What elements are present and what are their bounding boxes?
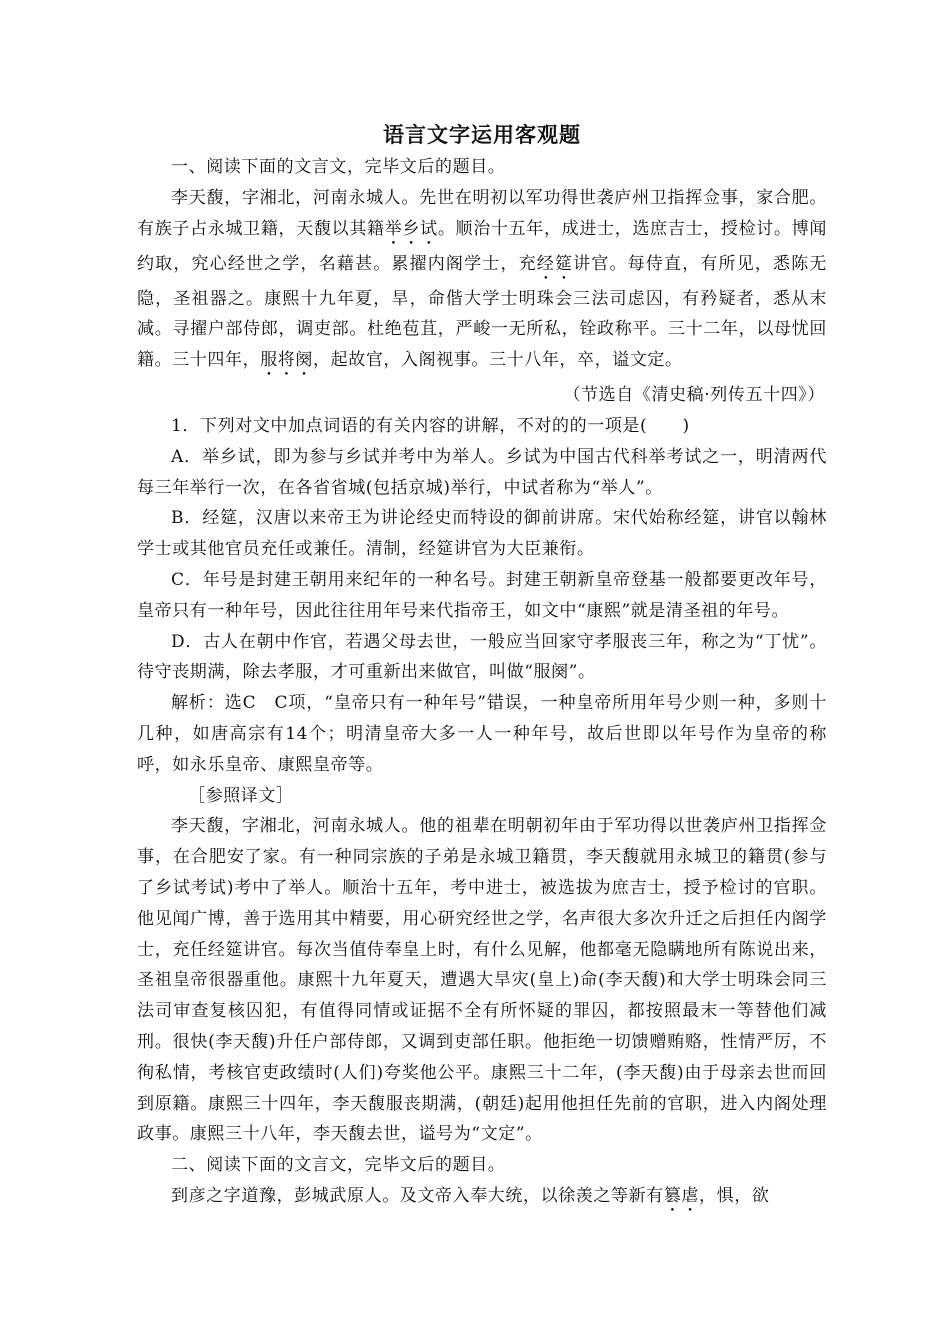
reference-translation: 李天馥，字湘北，河南永城人。他的祖辈在明朝初年由于军功得以世袭庐州卫指挥佥事，在合肥安了家。有一种同宗族的子弟是永城卫籍贯，李天馥就用永城卫的籍贯(参与了乡试考试)考中了举人。顺治十五年，考中进士，被选拔为庶吉士，授予检讨的官职。他见闻广博，善于选用其中精要，用心研究经世之学，名声很大多次升迁之后担任内阁学士，充任经筵讲官。每次当值侍奉皇上时，有什么见解，他都毫无隐瞒地所有陈说出来，圣祖皇帝很器重他。康熙十九年夏天，遭遇大旱灾(皇上)命(李天馥)和大学士明珠会同三法司审查复核囚犯，有值得同情或证据不全有所怀疑的罪囚，都按照最末一等替他们减刑。很快(李天馥)升任户部侍郎，又调到吏部任职。他拒绝一切馈赠贿赂，性情严厉，不徇私情，考核官吏政绩时(人们)夸奖他公平。康熙三十二年，(李天馥)由于母亲去世而回到原籍。康熙三十四年，李天馥服丧期满，(朝廷)起用他担任先前的官职，进入内阁处理政事。康熙三十八年，李天馥去世，谥号为“文定”。 [137, 816, 827, 1145]
document-page [137, 120, 827, 1216]
answer-explanation: 解析：选C C项，“皇帝只有一种年号”错误，一种皇帝所用年号少则一种，多则十几种，如唐高宗有14个；明清皇帝大多一人一种年号，故后世即以年号作为皇帝的称呼，如永乐皇帝、康熙皇帝等。 [137, 693, 827, 775]
option-c: C．年号是封建王朝用来纪年的一种名号。封建王朝新皇帝登基一般都要更改年号，皇帝只有一种年号，因此往往用年号来代指帝王，如文中“康熙”就是清圣祖的年号。 [137, 569, 827, 621]
passage-text: 到彦之字道豫，彭城武原人。及文帝入奉大统，以徐羡之等新有 [171, 1185, 664, 1206]
passage-text: 。顺治十五年，成进士，选庶吉士，授检讨。博闻约取，究心经世之学，名藉甚。累擢内阁学士，充 [137, 218, 827, 274]
dotted-term-jing-yan: 经筵 [536, 253, 574, 274]
section2-passage [137, 1181, 827, 1216]
passage-text: 讲官。每侍直，有所见，悉陈无隐，圣祖器之。康熙十九年夏，旱，命偕大学士明珠会三法司虑囚，有矜疑者，悉从末减。寻擢户部侍郎，调吏部。杜绝苞苴，严峻一无所私，铨政称平。三十二年，以母忧回籍。三十四年， [137, 253, 827, 371]
document-title: 语言文字运用客观题 [383, 122, 581, 147]
option-d: D．古人在朝中作官，若遇父母去世，一般应当回家守孝服丧三年，称之为“丁忧”。待守丧期满，除去孝服，才可重新出来做官，叫做“服阕”。 [137, 631, 827, 683]
section1-passage [137, 183, 827, 380]
dotted-term-cuan-nue: 篡虐 [663, 1185, 700, 1206]
passage-text: ，起故官，入阁视事。三十八年，卒，谥文定。 [313, 350, 683, 371]
question-1: 1．下列对文中加点词语的有关内容的讲解，不对的的一项是( ) [171, 415, 690, 436]
dotted-term-ju-xiang-shi: 举乡试 [384, 218, 438, 239]
passage-text: 李天馥，字湘北，河南永城人。先世在明初以军功得世袭庐州卫指挥佥事，家合肥。有族子占永城卫籍，天馥以其籍 [137, 187, 827, 239]
option-a: A．举乡试，即为参与乡试并考中为举人。乡试为中国古代科举考试之一，明清两代每三年举行一次，在各省省城(包括京城)举行，中试者称为“举人”。 [137, 446, 827, 498]
option-b: B．经筵，汉唐以来帝王为讲论经史而特设的御前讲席。宋代始称经筵，讲官以翰林学士或其他官员充任或兼任。清制，经筵讲官为大臣兼衔。 [137, 508, 827, 560]
dotted-term-fu-jiang-que: 服将阕 [260, 350, 314, 371]
section1-heading: 一、阅读下面的文言文，完毕文后的题目。 [171, 157, 506, 177]
reference-translation-heading: ［参照译文］ [188, 785, 294, 806]
passage-source: （节选自《清史稿·列传五十四》） [563, 385, 825, 406]
passage-text: ，惧，欲 [699, 1185, 770, 1206]
section2-heading: 二、阅读下面的文言文，完毕文后的题目。 [171, 1155, 506, 1176]
